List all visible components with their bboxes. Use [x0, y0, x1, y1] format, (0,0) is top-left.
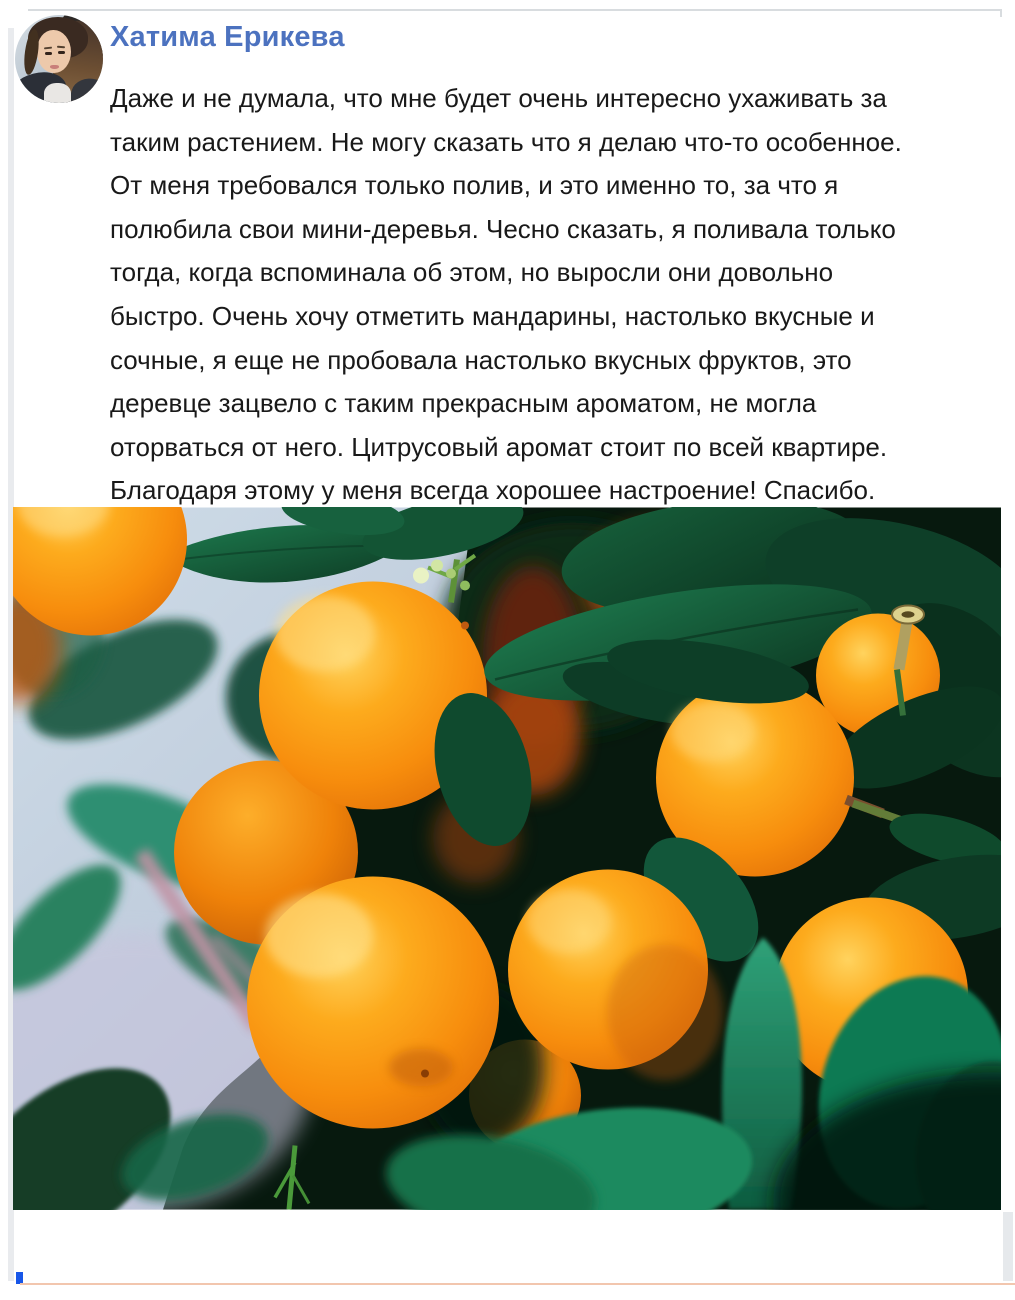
body-line: Даже и не думала, что мне будет очень интересно ухаживать за: [110, 83, 887, 113]
body-line: оторваться от него. Цитрусовый аромат стоит по всей квартире.: [110, 431, 888, 462]
avatar-eye: [58, 51, 65, 54]
body-line: Благодаря этому у меня всегда хорошее настроение! Спасибо.: [110, 475, 876, 506]
author-name[interactable]: Хатима Ерикева: [110, 21, 345, 53]
avatar-lips: [50, 65, 59, 69]
right-frame-strip: [1003, 1212, 1013, 1281]
card-top-border: [28, 9, 1002, 11]
body-line: тогда, когда вспоминала об этом, но выросли они довольно: [110, 257, 834, 288]
body-line: сочные, я еще не пробовала настолько вкусных фруктов, это: [110, 344, 852, 375]
review-body: [110, 77, 902, 513]
author-avatar[interactable]: [15, 15, 103, 103]
avatar-shirt: [44, 83, 71, 103]
body-line: От меня требовался только полив, и это именно то, за что я: [110, 170, 839, 201]
mandarin-photo-illustration: [13, 507, 1001, 1210]
bottom-accent-line: [20, 1283, 1015, 1285]
avatar-eye: [45, 52, 52, 55]
body-line: быстро. Очень хочу отметить мандарины, настолько вкусные и: [110, 300, 875, 331]
body-line: таким растением. Не могу сказать что я делаю что-то особенное.: [110, 126, 902, 157]
card-top-right-corner: [1000, 9, 1002, 17]
review-photo[interactable]: [13, 507, 1001, 1210]
body-line: полюбила свои мини-деревья. Чесно сказать, я поливала только: [110, 213, 896, 244]
body-line: деревце зацвело с таким прекрасным ароматом, не могла: [110, 388, 817, 419]
